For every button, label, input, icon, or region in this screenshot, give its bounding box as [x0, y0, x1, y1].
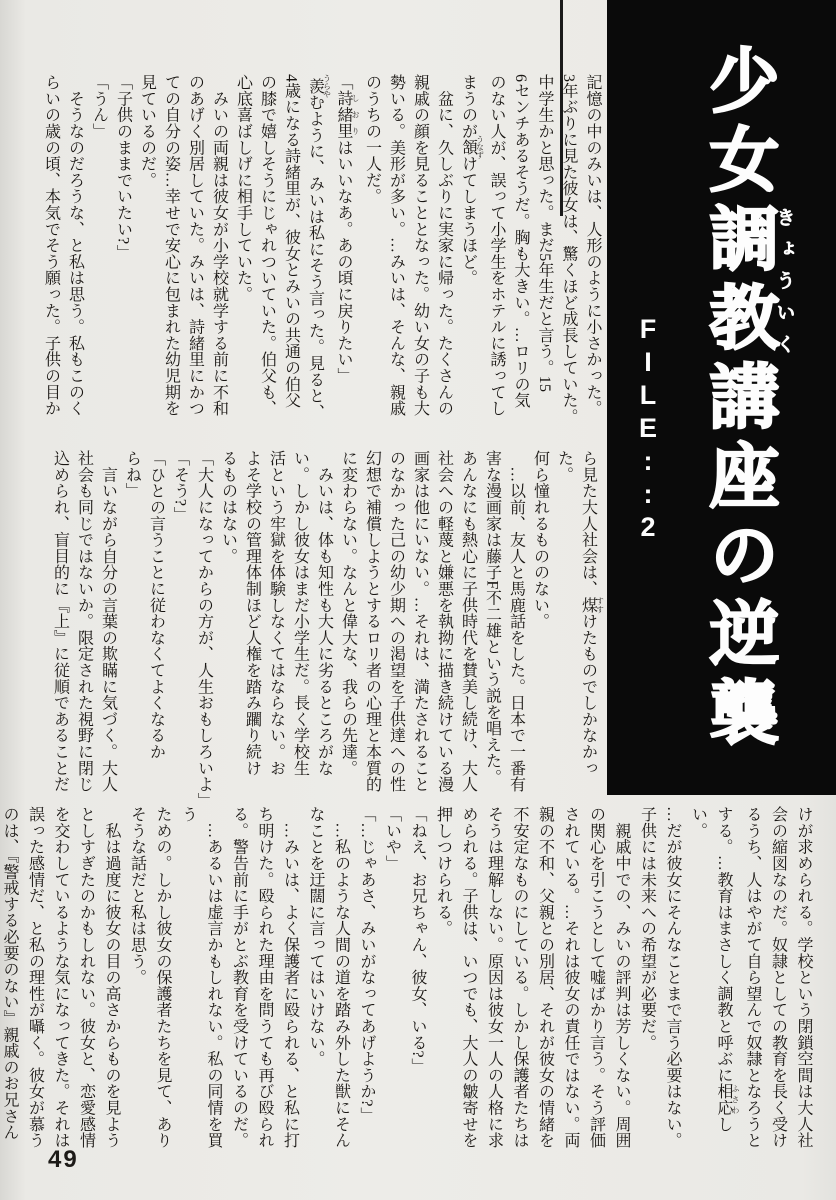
text-column: 「ひとの言うことに従わなくてよくなるか [147, 450, 165, 760]
text-column: のあげく別居していた。みいは、詩緒里にかつ [186, 74, 204, 417]
text-column: けが求められる。学校という閉鎖空間は大人社 [795, 806, 812, 1149]
text-column: …だが彼女にそんなことまで言う必要はない。 [664, 806, 681, 1149]
text-column: 込められ、盲目的に『上』に従順であることだ [51, 450, 69, 793]
text-band-middle [48, 450, 605, 808]
text-column: の膝で嬉しそうにじゃれついていた。伯父も、 [258, 74, 276, 417]
text-column: まうのが頷 うなずけてしまうほど。 [459, 74, 485, 286]
text-column: 6センチあるそうだ。胸も大きい。…ロリの気 [512, 74, 529, 409]
text-column: なことを迂闊に言ってはいけない。 [307, 806, 324, 1067]
text-column: 「大人になってからの方が、人生おもしろいよ」 [195, 450, 213, 809]
text-column: 「ねえ、お兄ちゃん、彼女、いる?」 [409, 806, 426, 1075]
text-column: 心底喜ばしげに相手していた。 [234, 74, 252, 303]
text-column: そうな話だと私は思う。 [128, 806, 146, 986]
text-column: を交わしているような気になってきた。それは [52, 806, 69, 1149]
text-column: ち明けた。殴られた理由を問うても再び殴られ [256, 806, 273, 1149]
text-column: そうなのだろうな、と私は思う。私もこのく [66, 74, 84, 417]
text-column: 「うん」 [90, 74, 108, 140]
text-column: 押しつけられる。 [434, 806, 452, 937]
text-column: …あるいは虚言かもしれない。私の同情を買う [179, 806, 222, 1149]
text-column: …みいは、よく保護者に殴られる、と私に打 [281, 806, 299, 1149]
text-column: 記憶の中のみいは、人形のように小さかった。 [584, 74, 601, 417]
text-column: 親戚中での、みいの評判は芳しくない。周囲 [613, 806, 630, 1149]
text-column: 親の不和、父親との別居、それが彼女の情緒を [536, 806, 554, 1149]
text-column: い。しかし彼女はまだ小学生だ。長く学校生 [291, 450, 309, 776]
text-column: 社会も同じではないか。限定された視野に閉じ [75, 450, 93, 793]
text-column: …以前、友人と馬鹿話をした。日本で一番有 [507, 450, 525, 793]
text-column: 「…じゃあさ、みいがなってあげようか?」 [358, 806, 375, 1124]
text-column: 盆に、久しぶりに実家に帰った。たくさんの [435, 74, 453, 417]
text-column: 「いや」 [383, 806, 401, 872]
text-column: 不安定なものにしている。しかし保護者たちは [511, 806, 528, 1149]
text-column: みいは、体も知性も大人に劣るところがな [315, 450, 333, 776]
text-column: 「詩緒里 しおりはいいなあ。あの頃に戻りたい」 [335, 74, 360, 384]
text-column: ための。しかし彼女の保護者たちを見て、あり [154, 806, 171, 1149]
text-column: あんなにも熱心に子供時代を賛美し続け、大人 [459, 450, 477, 793]
text-column: るうち、人はやがて自ら望んで奴隷となろうと [744, 806, 761, 1149]
text-column: 中学生かと思った。まだ5年生だと言う。15 [536, 74, 553, 393]
chapter-file-label: FILE::2 [633, 314, 663, 545]
text-column: …私のような人間の道を踏み外した獣にそん [332, 806, 350, 1149]
text-column: 3年ぶりに見た彼女は、驚くほど成長していた。 [560, 74, 577, 425]
text-column: する。…教育はまさしく調教と呼ぶに相応 ふさわしい。 [689, 806, 740, 1133]
text-column: 勢いる。美形が多い。…みいは、そんな、親戚 [387, 74, 405, 417]
text-column: 社会への軽蔑と嫌悪を執拗に描き続けている漫 [435, 450, 453, 793]
text-column: のうちの一人だ。 [363, 74, 381, 205]
text-column: 何ら憧れるもののない。 [531, 450, 549, 630]
text-column: ら見た大人社会は、煤 すすけたものでしかなかった。 [555, 450, 605, 777]
text-column: 「子供のままでいたい?」 [114, 74, 132, 261]
text-column: のは、『警戒する必要のない』親戚のお兄さん [1, 806, 18, 1141]
text-column: 会の縮図なのだ。奴隷としての教育を長く受け [769, 806, 787, 1149]
text-column: のなかった己の幼少期への渇望を子供達への性 [387, 450, 405, 793]
text-column: 活という牢獄を体験しなくてはならない。お [267, 450, 285, 776]
chapter-title: 少女調教きょういく講座の逆襲 [700, 44, 795, 755]
text-column: る。警告前に手がとぶ教育を受けているのだ。 [230, 806, 248, 1149]
text-band-bottom [0, 806, 816, 1164]
text-column: 「そう?」 [171, 450, 189, 523]
text-column: 幻想で補償しようとするロリ者の心理と本質的 [363, 450, 381, 793]
text-column: 見ているのだ。 [138, 74, 156, 189]
text-column: 親戚の顔を見ることとなった。幼い女の子も大 [411, 74, 429, 417]
text-column: 言いながら自分の言葉の欺瞞に気づく。大人 [99, 450, 117, 793]
text-column: 子供には未来への希望が必要だ。 [638, 806, 656, 1051]
text-column: 害な漫画家は藤子F不二雄という説を唱えた。 [483, 450, 501, 786]
text-column: められる。子供は、いつでも、大人の皺寄せを [460, 806, 477, 1149]
text-band-top [39, 74, 605, 432]
text-column: ての自分の姿…幸せで安心に包まれた幼児期を [162, 74, 180, 417]
text-column: のない人が、誤って小学生をホテルに誘ってし [488, 74, 505, 417]
text-column: るものはない。 [219, 450, 237, 565]
text-column: そうは理解しない。原因は彼女一人の人格に求 [485, 806, 503, 1149]
text-column: らね」 [123, 450, 141, 499]
text-column: 4歳になる詩緒里が、彼女とみいの共通の伯父 [282, 74, 300, 409]
text-column: 私は過度に彼女の目の高さからものを見よう [103, 806, 120, 1149]
chapter-title-banner [607, 0, 836, 795]
text-column: としすぎたのかもしれない。彼女と、恋愛感情 [77, 806, 95, 1149]
text-column: されている。…それは彼女の責任ではない。両 [562, 806, 579, 1149]
text-column: 誤った感情だ、と私の理性が囁く。彼女が慕う [26, 806, 44, 1149]
text-column: に変わらない。なんと偉大な、我らの先達。 [339, 450, 357, 776]
text-column: よそ学校の管理体制ほど人権を踏み躙り続け [243, 450, 261, 776]
text-column: みいの両親は彼女が小学校就学する前に不和 [210, 74, 228, 417]
text-column: 画家は他にいない。…それは、満たされること [411, 450, 429, 793]
text-column: の関心を引こうとして嘘ばかり言う。そう評価 [587, 806, 605, 1149]
text-column: らいの歳の頃、本気でそう願った。子供の目か [42, 74, 60, 417]
text-column: 羨 うらやむように、みいは私にそう言った。見ると、 [306, 74, 332, 421]
page-number: 49 [48, 1146, 79, 1173]
